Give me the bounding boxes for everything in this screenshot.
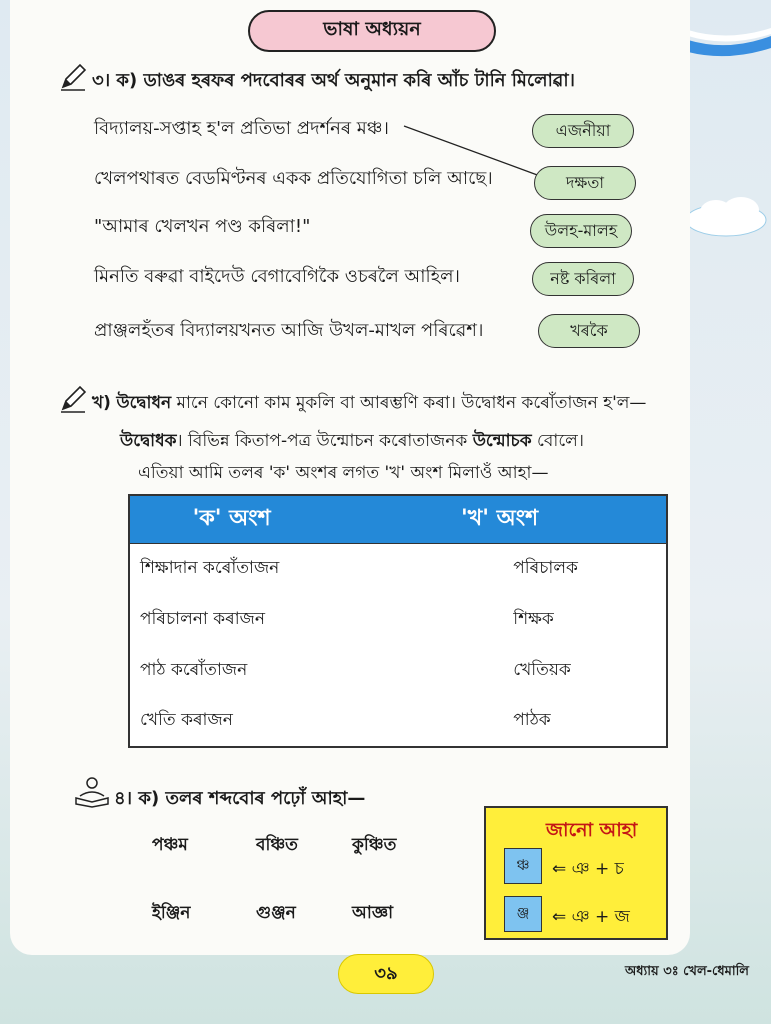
table-row [129, 645, 667, 696]
option-2-label: দক্ষতা [565, 172, 604, 192]
bold-term-1: উদ্বোধন [116, 393, 172, 413]
word-6: আজ্ঞা [352, 903, 394, 923]
option-4-label: নষ্ট কৰিলা [550, 268, 616, 288]
option-5-label: খৰকৈ [570, 320, 608, 340]
table-cell: খেতিয়ক [513, 659, 571, 680]
ligature-1-breakdown: ⇐ ঞ + চ [552, 859, 624, 879]
chapter-footer: অধ্যায় ৩ঃ খেল-ধেমালি [624, 964, 749, 979]
word-3: কুঞ্চিত [352, 835, 397, 855]
bold-term-2: উদ্বোধক [120, 431, 177, 451]
option-3[interactable] [530, 214, 632, 248]
table-header-right: 'খ' অংশ [333, 495, 667, 543]
table-header-row [129, 495, 667, 543]
section-title: ভাষা অধ্যয়ন [323, 18, 421, 40]
reading-icon [72, 776, 112, 808]
ligature-1: ঞ্চ [504, 848, 542, 884]
word-4: ইঞ্জিন [152, 903, 191, 923]
match-table [128, 494, 668, 748]
table-cell: পাঠ কৰোঁতাজন [140, 659, 248, 680]
know-box-title: জানো আহা [546, 819, 638, 841]
match-line [0, 0, 771, 200]
bold-term-3: উন্মোচক [472, 431, 532, 451]
word-2: বঞ্চিত [256, 835, 298, 855]
question-3a-title: ৩। ক) ডাঙৰ হৰফৰ পদবোৰৰ অৰ্থ অনুমান কৰি আঁচ টানি মিলোৱা। [92, 70, 575, 91]
sentence-5: প্ৰাঞ্জলহঁতৰ বিদ্যালয়খনত আজি উখল-মাখল পৰিৱেশ। [94, 320, 484, 341]
sentence-1: বিদ্যালয়-সপ্তাহ হ'ল প্ৰতিভা প্ৰদৰ্শনৰ মঞ্চ। [94, 118, 389, 139]
option-4[interactable] [532, 262, 634, 296]
text-2: । বিভিন্ন কিতাপ-পত্ৰ উন্মোচন কৰোতাজনক [176, 431, 473, 451]
table-row [129, 543, 667, 594]
question-4a-title: ৪। ক) তলৰ শব্দবোৰ পঢ়োঁ আহা— [114, 788, 366, 809]
sentence-4: মিনতি বৰুৱা বাইদেউ বেগাবেগিকৈ ওচৰলৈ আহিল। [94, 266, 460, 287]
sentence-3: "আমাৰ খেলখন পণ্ড কৰিলা!" [94, 216, 311, 237]
text-3: বোলে। [531, 431, 584, 451]
option-2[interactable] [534, 166, 636, 200]
option-3-label: উলহ-মালহ [544, 220, 618, 240]
ligature-2-breakdown: ⇐ ঞ + জ [552, 907, 630, 927]
table-cell: খেতি কৰাজন [140, 710, 233, 730]
pencil-icon [58, 384, 88, 414]
ligature-2: ঞ্জ [504, 896, 542, 932]
table-cell: পৰিচালনা কৰাজন [140, 608, 265, 629]
question-3b-instruction: এতিয়া আমি তলৰ 'ক' অংশৰ লগত 'খ' অংশ মিলাওঁ আহা— [138, 463, 549, 483]
option-1[interactable] [532, 114, 634, 148]
know-box [484, 806, 668, 940]
option-5[interactable] [538, 314, 640, 348]
sentence-2: খেলপথাৰত বেডমিণ্টনৰ একক প্ৰতিযোগিতা চলি আছে। [94, 168, 493, 189]
question-3b-label: খ) [92, 393, 111, 413]
table-cell: শিক্ষক [513, 608, 554, 629]
word-5: গুঞ্জন [256, 903, 296, 923]
table-cell: শিক্ষাদান কৰোঁতাজন [140, 557, 280, 578]
word-1: পঞ্চম [152, 835, 188, 855]
question-3b-line-2 [120, 428, 584, 456]
page-number: ৩৯ [338, 954, 434, 994]
question-3b-line-1 [92, 390, 646, 418]
table-row [129, 696, 667, 747]
table-cell: পাঠক [513, 710, 551, 730]
text-1: মানে কোনো কাম মুকলি বা আৰম্ভণি কৰা। উদ্বোধন কৰোঁতাজন হ'ল— [171, 393, 647, 413]
option-1-label: এজনীয়া [555, 120, 611, 140]
table-cell: পৰিচালক [513, 557, 578, 578]
table-row [129, 594, 667, 645]
table-header-left: 'ক' অংশ [129, 495, 333, 543]
